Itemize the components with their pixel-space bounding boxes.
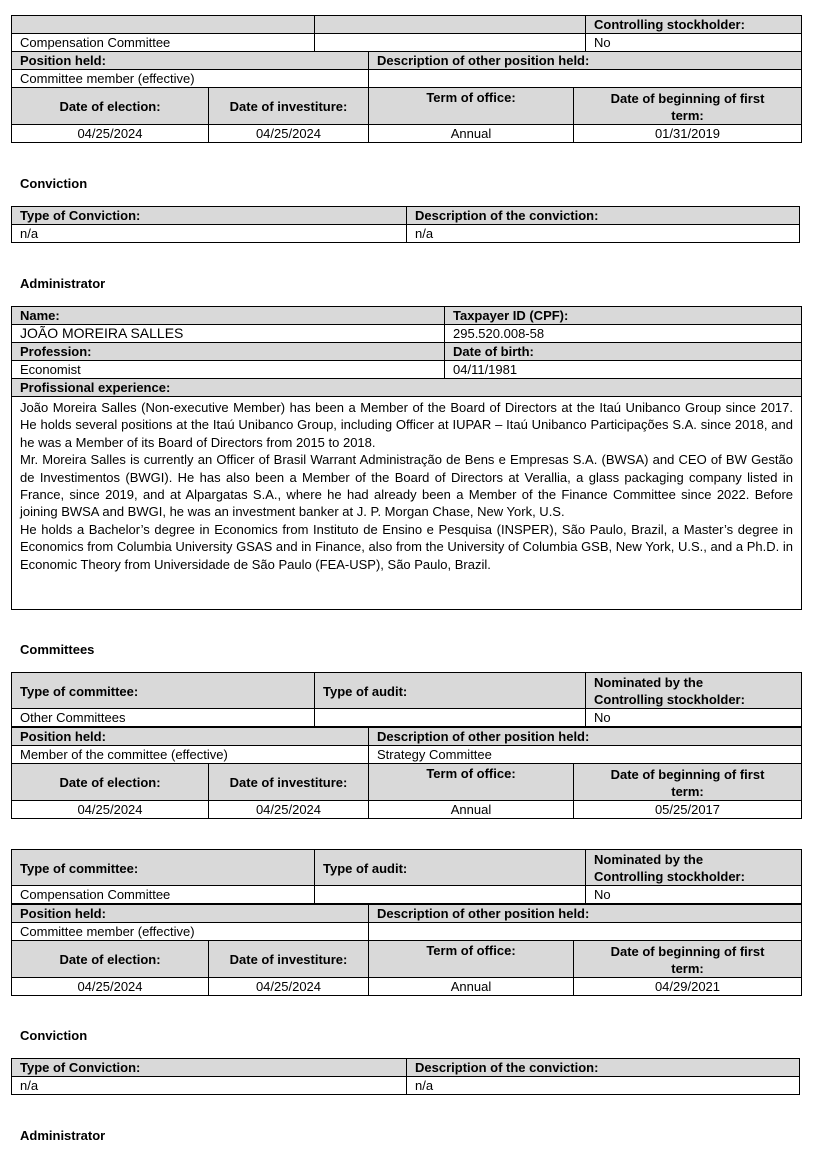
first-term-label-line2: term: <box>671 108 704 123</box>
audit-type-label: Type of audit: <box>314 849 586 886</box>
other-position-label: Description of other position held: <box>368 51 802 70</box>
conviction-heading: Conviction <box>20 176 88 191</box>
name-value: JOÃO MOREIRA SALLES <box>11 324 445 343</box>
date-of-election-value: 04/25/2024 <box>11 124 209 143</box>
cpf-value: 295.520.008-58 <box>444 324 802 343</box>
position-held-value: Committee member (effective) <box>11 922 369 941</box>
committee-type-label: Type of committee: <box>11 672 315 709</box>
blank-header-cell <box>11 15 315 34</box>
other-position-label: Description of other position held: <box>368 727 802 746</box>
term-of-office-value: Annual <box>368 977 574 996</box>
committee-type-value: Compensation Committee <box>11 33 315 52</box>
audit-type-label: Type of audit: <box>314 672 586 709</box>
other-position-value: Strategy Committee <box>368 745 802 764</box>
date-of-election-value: 04/25/2024 <box>11 977 209 996</box>
nominated-label-line1: Nominated by the <box>594 675 704 690</box>
first-term-date-label <box>573 87 802 125</box>
conviction-type-label: Type of Conviction: <box>11 1058 407 1077</box>
other-position-value <box>368 69 802 88</box>
experience-paragraph: João Moreira Salles (Non-executive Member) has been a Member of the Board of Directors at the Itaú Unibanco Group since 2017. He holds several positions at the Itaú Unibanco Group, including Officer at IUPAR – Itaú Unibanco Participações S.A. since 2018, and he was a Member of its Board of Directors from 2015 to 2018. <box>20 400 793 450</box>
conviction-type-value: n/a <box>11 1076 407 1095</box>
first-term-date-label <box>573 940 802 978</box>
experience-label: Profissional experience: <box>11 378 802 397</box>
nominated-label-line1: Nominated by the <box>594 852 704 867</box>
position-held-label: Position held: <box>11 51 369 70</box>
date-of-election-label: Date of election: <box>11 940 209 978</box>
blank-header-cell <box>314 15 586 34</box>
date-of-investiture-label: Date of investiture: <box>208 763 369 801</box>
first-term-label-line1: Date of beginning of first <box>610 944 765 959</box>
conviction-description-label: Description of the conviction: <box>406 206 800 225</box>
conviction-description-value: n/a <box>406 1076 800 1095</box>
first-term-date-value: 01/31/2019 <box>573 124 802 143</box>
position-held-label: Position held: <box>11 727 369 746</box>
date-of-election-label: Date of election: <box>11 763 209 801</box>
conviction-description-value: n/a <box>406 224 800 243</box>
cpf-label: Taxpayer ID (CPF): <box>444 306 802 325</box>
first-term-date-label <box>573 763 802 801</box>
term-of-office-value: Annual <box>368 800 574 819</box>
conviction-type-value: n/a <box>11 224 407 243</box>
controlling-stockholder-label: Controlling stockholder: <box>585 15 802 34</box>
nominated-by-controlling-label <box>585 672 802 709</box>
profession-label: Profession: <box>11 342 445 361</box>
date-of-investiture-value: 04/25/2024 <box>208 977 369 996</box>
term-of-office-label: Term of office: <box>368 763 574 801</box>
committee-type-value: Compensation Committee <box>11 885 315 904</box>
committee-type-value: Other Committees <box>11 708 315 727</box>
nominated-label-line2: Controlling stockholder: <box>594 692 745 707</box>
audit-type-value <box>314 885 586 904</box>
nominated-label-line2: Controlling stockholder: <box>594 869 745 884</box>
first-term-label-line1: Date of beginning of first <box>610 767 765 782</box>
audit-type-value <box>314 708 586 727</box>
first-term-date-value: 05/25/2017 <box>573 800 802 819</box>
committee-type-label: Type of committee: <box>11 849 315 886</box>
term-of-office-value: Annual <box>368 124 574 143</box>
position-held-value: Committee member (effective) <box>11 69 369 88</box>
nominated-value: No <box>585 708 802 727</box>
date-of-election-label: Date of election: <box>11 87 209 125</box>
name-label: Name: <box>11 306 445 325</box>
date-of-investiture-label: Date of investiture: <box>208 87 369 125</box>
first-term-label-line2: term: <box>671 784 704 799</box>
other-position-value <box>368 922 802 941</box>
experience-paragraph: He holds a Bachelor’s degree in Economics from Instituto de Ensino e Pesquisa (INSPER), São Paulo, Brazil, a Master’s degree in Economics from Columbia University GSAS and in Finance, also from the University of Columbia GSB, New York, U.S., and a Ph.D. in Economic Theory from Universidade de São Paulo (FEA-USP), São Paulo, Brazil. <box>20 521 793 572</box>
profession-value: Economist <box>11 360 445 379</box>
first-term-date-value: 04/29/2021 <box>573 977 802 996</box>
controlling-stockholder-value: No <box>585 33 802 52</box>
birth-date-label: Date of birth: <box>444 342 802 361</box>
nominated-by-controlling-label <box>585 849 802 886</box>
position-held-value: Member of the committee (effective) <box>11 745 369 764</box>
experience-paragraph: Mr. Moreira Salles is currently an Officer of Brasil Warrant Administração de Bens e Empresas S.A. (BWSA) and CEO of BW Gestão de Investimentos (BWGI). He has also been a Member of the Board of Directors at Verallia, a glass packaging company listed in France, since 2019, and at Alpargatas S.A., where he had already been a Member of the Finance Committee since 2022. Before joining BWSA and BWGI, he was an investment banker at J. P. Morgan Chase, New York, U.S. <box>20 452 793 520</box>
administrator-heading: Administrator <box>20 276 106 291</box>
date-of-investiture-value: 04/25/2024 <box>208 124 369 143</box>
administrator-heading: Administrator <box>20 1128 106 1143</box>
conviction-type-label: Type of Conviction: <box>11 206 407 225</box>
committees-heading: Committees <box>20 642 95 657</box>
term-of-office-label: Term of office: <box>368 87 574 125</box>
date-of-investiture-value: 04/25/2024 <box>208 800 369 819</box>
first-term-label-line1: Date of beginning of first <box>610 91 765 106</box>
term-of-office-label: Term of office: <box>368 940 574 978</box>
date-of-election-value: 04/25/2024 <box>11 800 209 819</box>
first-term-label-line2: term: <box>671 961 704 976</box>
experience-text <box>11 396 802 610</box>
conviction-heading: Conviction <box>20 1028 88 1043</box>
birth-date-value: 04/11/1981 <box>444 360 802 379</box>
audit-type-value <box>314 33 586 52</box>
conviction-description-label: Description of the conviction: <box>406 1058 800 1077</box>
nominated-value: No <box>585 885 802 904</box>
other-position-label: Description of other position held: <box>368 904 802 923</box>
position-held-label: Position held: <box>11 904 369 923</box>
date-of-investiture-label: Date of investiture: <box>208 940 369 978</box>
